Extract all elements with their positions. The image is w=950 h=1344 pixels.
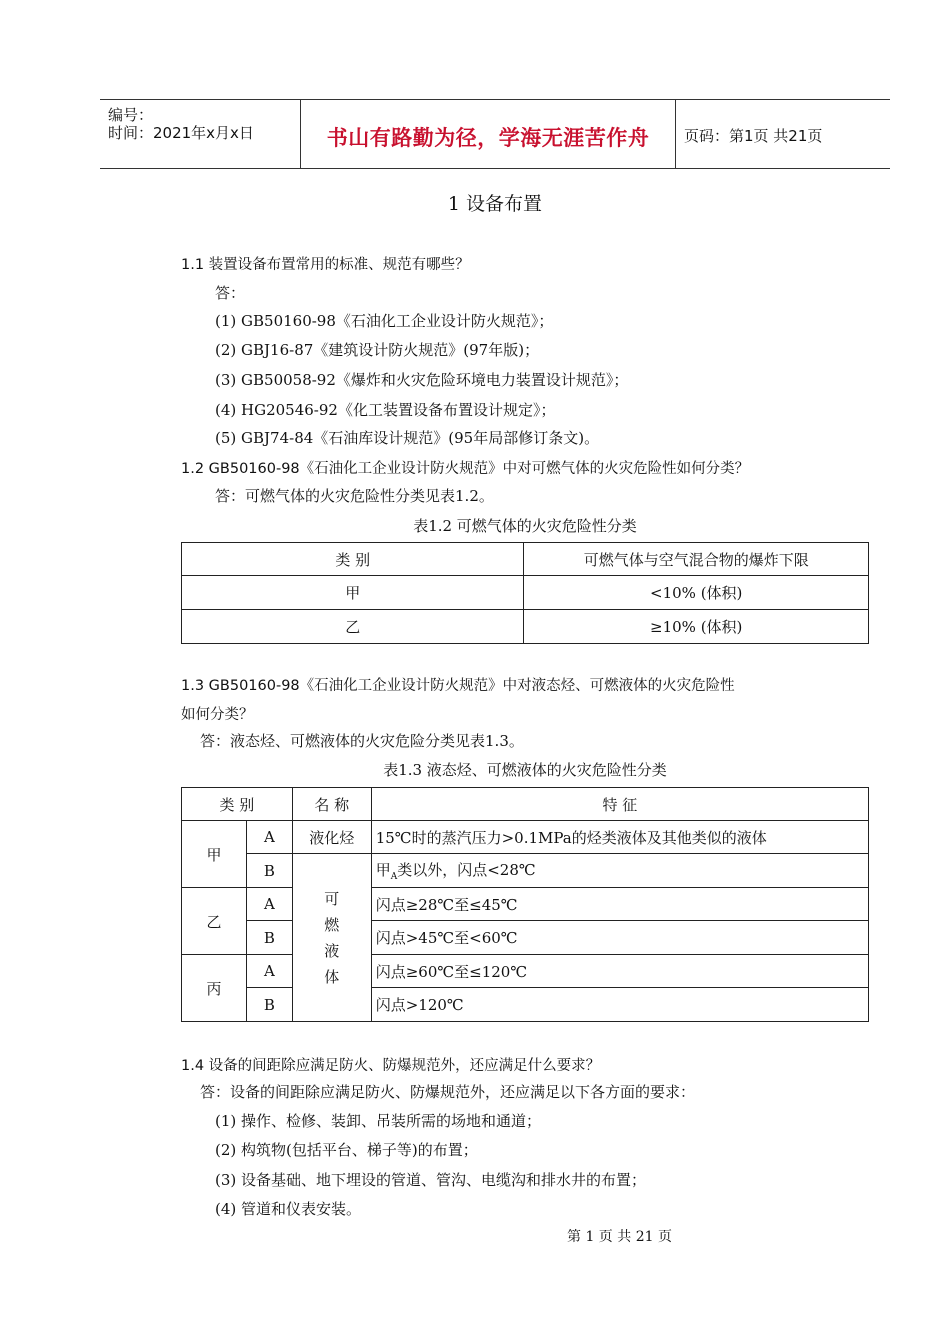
table-header: 可燃气体与空气混合物的爆炸下限 <box>524 543 869 576</box>
subclass-cell: B <box>246 921 292 955</box>
table-caption: 表1.3 液态烃、可燃液体的火灾危险性分类 <box>383 761 667 779</box>
class-cell: 丙 <box>182 955 247 1022</box>
time-label: 时间：2021年x月x日 <box>108 124 254 142</box>
list-item: (3) GB50058-92《爆炸和火灾危险环境电力装置设计规范》； <box>215 371 629 389</box>
feature-cell: 闪点≥28℃至≤45℃ <box>371 888 868 921</box>
question-1-1: 1.1 装置设备布置常用的标准、规范有哪些？ <box>181 257 470 273</box>
subclass-cell: A <box>246 888 292 921</box>
header-meta-cell <box>100 100 300 168</box>
section-title: 1 设备布置 <box>447 193 543 215</box>
header-page-cell <box>676 100 890 168</box>
document-header <box>100 99 890 169</box>
answer-text: 答：设备的间距除应满足防火、防爆规范外，还应满足以下各方面的要求： <box>200 1083 696 1101</box>
class-cell: 甲 <box>182 821 247 888</box>
answer-label: 答： <box>215 284 246 302</box>
page-footer: 第 1 页 共 21 页 <box>567 1229 672 1245</box>
feature-cell <box>371 854 868 888</box>
subclass-cell: B <box>246 854 292 888</box>
list-item: (4) 管道和仪表安装。 <box>215 1200 362 1218</box>
answer-text: 答：液态烃、可燃液体的火灾危险分类见表1.3。 <box>200 732 524 750</box>
table-cell: 乙 <box>182 610 524 644</box>
class-cell: 乙 <box>182 888 247 955</box>
name-char: 燃 <box>324 915 340 934</box>
list-item: (2) 构筑物(包括平台、梯子等)的布置； <box>215 1141 478 1159</box>
motto: 书山有路勤为径，学海无涯苦作舟 <box>326 126 650 150</box>
subclass-cell: A <box>246 955 292 988</box>
page-label: 页码：第1页 共21页 <box>684 127 823 145</box>
question-1-3-line1: 1.3 GB50160-98《石油化工企业设计防火规范》中对液态烃、可燃液体的火灾危险性 <box>181 678 735 694</box>
subclass-cell: B <box>246 988 292 1022</box>
name-cell-liquid <box>292 854 371 1022</box>
name-cell: 液化烃 <box>292 821 371 854</box>
feature-cell: 闪点>45℃至<60℃ <box>371 921 868 955</box>
question-1-2: 1.2 GB50160-98《石油化工企业设计防火规范》中对可燃气体的火灾危险性如何分类？ <box>181 461 750 477</box>
name-char: 液 <box>324 941 340 960</box>
question-1-3-line2: 如何分类？ <box>181 707 254 723</box>
header-motto-cell <box>300 100 676 168</box>
table-header: 类 别 <box>182 788 293 821</box>
subclass-cell: A <box>246 821 292 854</box>
table-header: 名 称 <box>292 788 371 821</box>
list-item: (5) GBJ74-84《石油库设计规范》(95年局部修订条文)。 <box>215 429 600 447</box>
list-item: (3) 设备基础、地下埋设的管道、管沟、电缆沟和排水井的布置； <box>215 1171 647 1189</box>
answer-text: 答：可燃气体的火灾危险性分类见表1.2。 <box>215 487 494 505</box>
feature-prefix: 甲 <box>375 861 391 879</box>
list-item: (1) 操作、检修、装卸、吊装所需的场地和通道； <box>215 1112 542 1130</box>
table-cell: ≥10% (体积) <box>524 610 869 644</box>
feature-cell: 闪点≥60℃至≤120℃ <box>371 955 868 988</box>
table-cell: 甲 <box>182 576 524 610</box>
table-cell: <10% (体积) <box>524 576 869 610</box>
list-item: (1) GB50160-98《石油化工企业设计防火规范》； <box>215 312 554 330</box>
feature-cell: 闪点>120℃ <box>371 988 868 1022</box>
table-header: 特 征 <box>371 788 868 821</box>
table-1-2 <box>181 542 869 644</box>
name-char: 体 <box>324 967 340 986</box>
question-1-4: 1.4 设备的间距除应满足防火、防爆规范外，还应满足什么要求？ <box>181 1058 601 1074</box>
table-1-3 <box>181 787 869 1022</box>
feature-subscript: A <box>390 872 398 882</box>
table-caption: 表1.2 可燃气体的火灾危险性分类 <box>413 517 637 535</box>
code-label: 编号： <box>108 106 154 124</box>
table-header: 类 别 <box>182 543 524 576</box>
list-item: (4) HG20546-92《化工装置设备布置设计规定》； <box>215 401 556 419</box>
list-item: (2) GBJ16-87《建筑设计防火规范》(97年版)； <box>215 341 540 359</box>
feature-suffix: 类以外，闪点<28℃ <box>397 861 536 879</box>
name-char: 可 <box>324 889 340 908</box>
feature-cell: 15℃时的蒸汽压力>0.1MPa的烃类液体及其他类似的液体 <box>371 821 868 854</box>
